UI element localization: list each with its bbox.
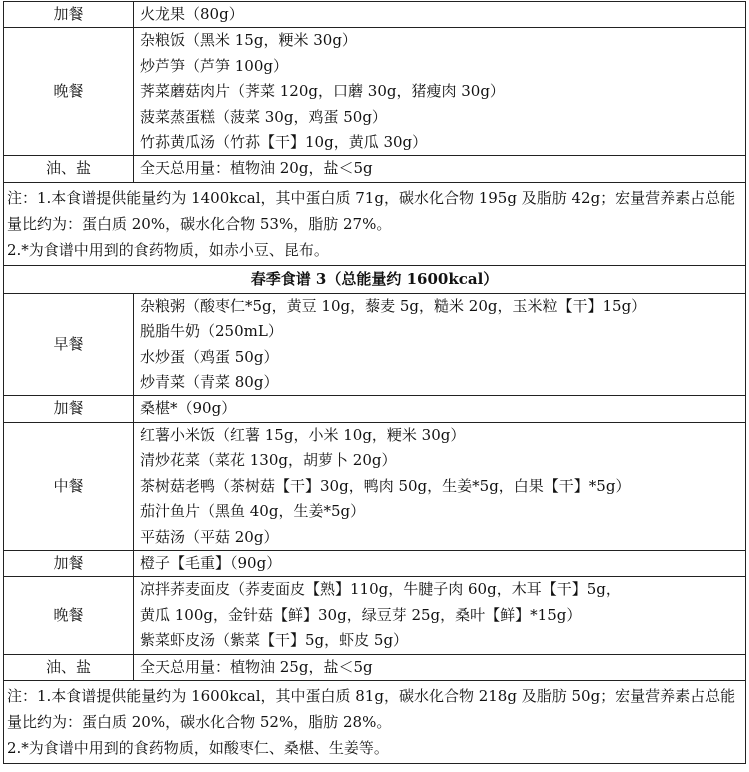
row-notes-1 <box>4 182 746 265</box>
meal-label: 早餐 <box>4 293 134 396</box>
row-snack-am-3 <box>4 396 746 422</box>
food-item: 菠菜蒸蛋糕（菠菜 30g，鸡蛋 50g） <box>140 107 387 126</box>
food-item: 竹荪黄瓜汤（竹荪【干】10g，黄瓜 30g） <box>140 133 428 152</box>
meal-items <box>134 422 746 550</box>
food-item: 清炒花菜（菜花 130g，胡萝卜 20g） <box>140 451 397 470</box>
meal-label: 油、盐 <box>4 654 134 680</box>
food-item: 炒青菜（青菜 80g） <box>140 373 279 392</box>
food-item: 水炒蛋（鸡蛋 50g） <box>140 347 279 366</box>
food-item: 紫菜虾皮汤（紫菜【干】5g，虾皮 5g） <box>140 631 409 650</box>
recipe-title: 春季食谱 3（总能量约 1600kcal） <box>4 265 746 293</box>
meal-label: 中餐 <box>4 422 134 550</box>
row-title-3 <box>4 265 746 293</box>
note-line: 2.*为食谱中用到的食药物质，如赤小豆、昆布。 <box>7 240 329 259</box>
meal-items <box>134 28 746 156</box>
row-oil-salt-1 <box>4 156 746 182</box>
food-item: 脱脂牛奶（250mL） <box>140 322 283 341</box>
meal-items <box>134 293 746 396</box>
row-notes-3 <box>4 680 746 763</box>
row-snack-pm-3 <box>4 550 746 576</box>
row-dinner-1 <box>4 28 746 156</box>
food-item: 平菇汤（平菇 20g） <box>140 527 279 546</box>
meal-items <box>134 2 746 28</box>
note-line: 注：1.本食谱提供能量约为 1600kcal，其中蛋白质 81g，碳水化合物 218g 及脂肪 50g；宏量营养素占总能量比约为：蛋白质 20%，碳水化合物 52%，脂肪 28%。 <box>7 686 736 731</box>
food-item: 橙子【毛重】（90g） <box>140 553 282 572</box>
food-item: 杂粮饭（黑米 15g，粳米 30g） <box>140 31 357 50</box>
row-dinner-3 <box>4 577 746 654</box>
meal-label: 晚餐 <box>4 28 134 156</box>
food-item: 炒芦笋（芦笋 100g） <box>140 56 289 75</box>
row-breakfast-3 <box>4 293 746 396</box>
meal-label: 加餐 <box>4 550 134 576</box>
food-item: 桑椹*（90g） <box>140 399 237 418</box>
meal-items <box>134 654 746 680</box>
row-snack-pm-1 <box>4 2 746 28</box>
food-item: 凉拌荞麦面皮（荞麦面皮【熟】110g，牛腱子肉 60g，木耳【干】5g， <box>140 580 621 599</box>
food-item: 荠菜蘑菇肉片（荠菜 120g，口蘑 30g，猪瘦肉 30g） <box>140 82 505 101</box>
food-item: 火龙果（80g） <box>140 5 244 23</box>
meal-items <box>134 577 746 654</box>
meal-items <box>134 156 746 182</box>
meal-items <box>134 550 746 576</box>
food-item: 全天总用量：植物油 25g，盐＜5g <box>140 657 373 676</box>
food-item: 红薯小米饭（红薯 15g，小米 10g，粳米 30g） <box>140 425 466 444</box>
note-line: 注：1.本食谱提供能量约为 1400kcal，其中蛋白质 71g，碳水化合物 195g 及脂肪 42g；宏量营养素占总能量比约为：蛋白质 20%，碳水化合物 53%，脂肪 27%。 <box>7 188 736 233</box>
meal-label: 油、盐 <box>4 156 134 182</box>
food-item: 茶树菇老鸭（茶树菇【干】30g，鸭肉 50g，生姜*5g，白果【干】*5g） <box>140 476 631 495</box>
food-item: 全天总用量：植物油 20g，盐＜5g <box>140 159 373 178</box>
note-cell <box>4 182 746 265</box>
note-cell <box>4 680 746 763</box>
meal-items <box>134 396 746 422</box>
row-oil-salt-3 <box>4 654 746 680</box>
row-lunch-3 <box>4 422 746 550</box>
recipe-table <box>3 1 746 764</box>
food-item: 杂粮粥（酸枣仁*5g，黄豆 10g，藜麦 5g，糙米 20g，玉米粒【干】15g） <box>140 296 647 315</box>
meal-label: 加餐 <box>4 2 134 28</box>
note-line: 2.*为食谱中用到的食药物质，如酸枣仁、桑椹、生姜等。 <box>7 738 389 757</box>
meal-label: 加餐 <box>4 396 134 422</box>
food-item: 茄汁鱼片（黑鱼 40g，生姜*5g） <box>140 502 366 521</box>
meal-label: 晚餐 <box>4 577 134 654</box>
food-item: 黄瓜 100g，金针菇【鲜】30g，绿豆芽 25g，桑叶【鲜】*15g） <box>140 605 582 624</box>
